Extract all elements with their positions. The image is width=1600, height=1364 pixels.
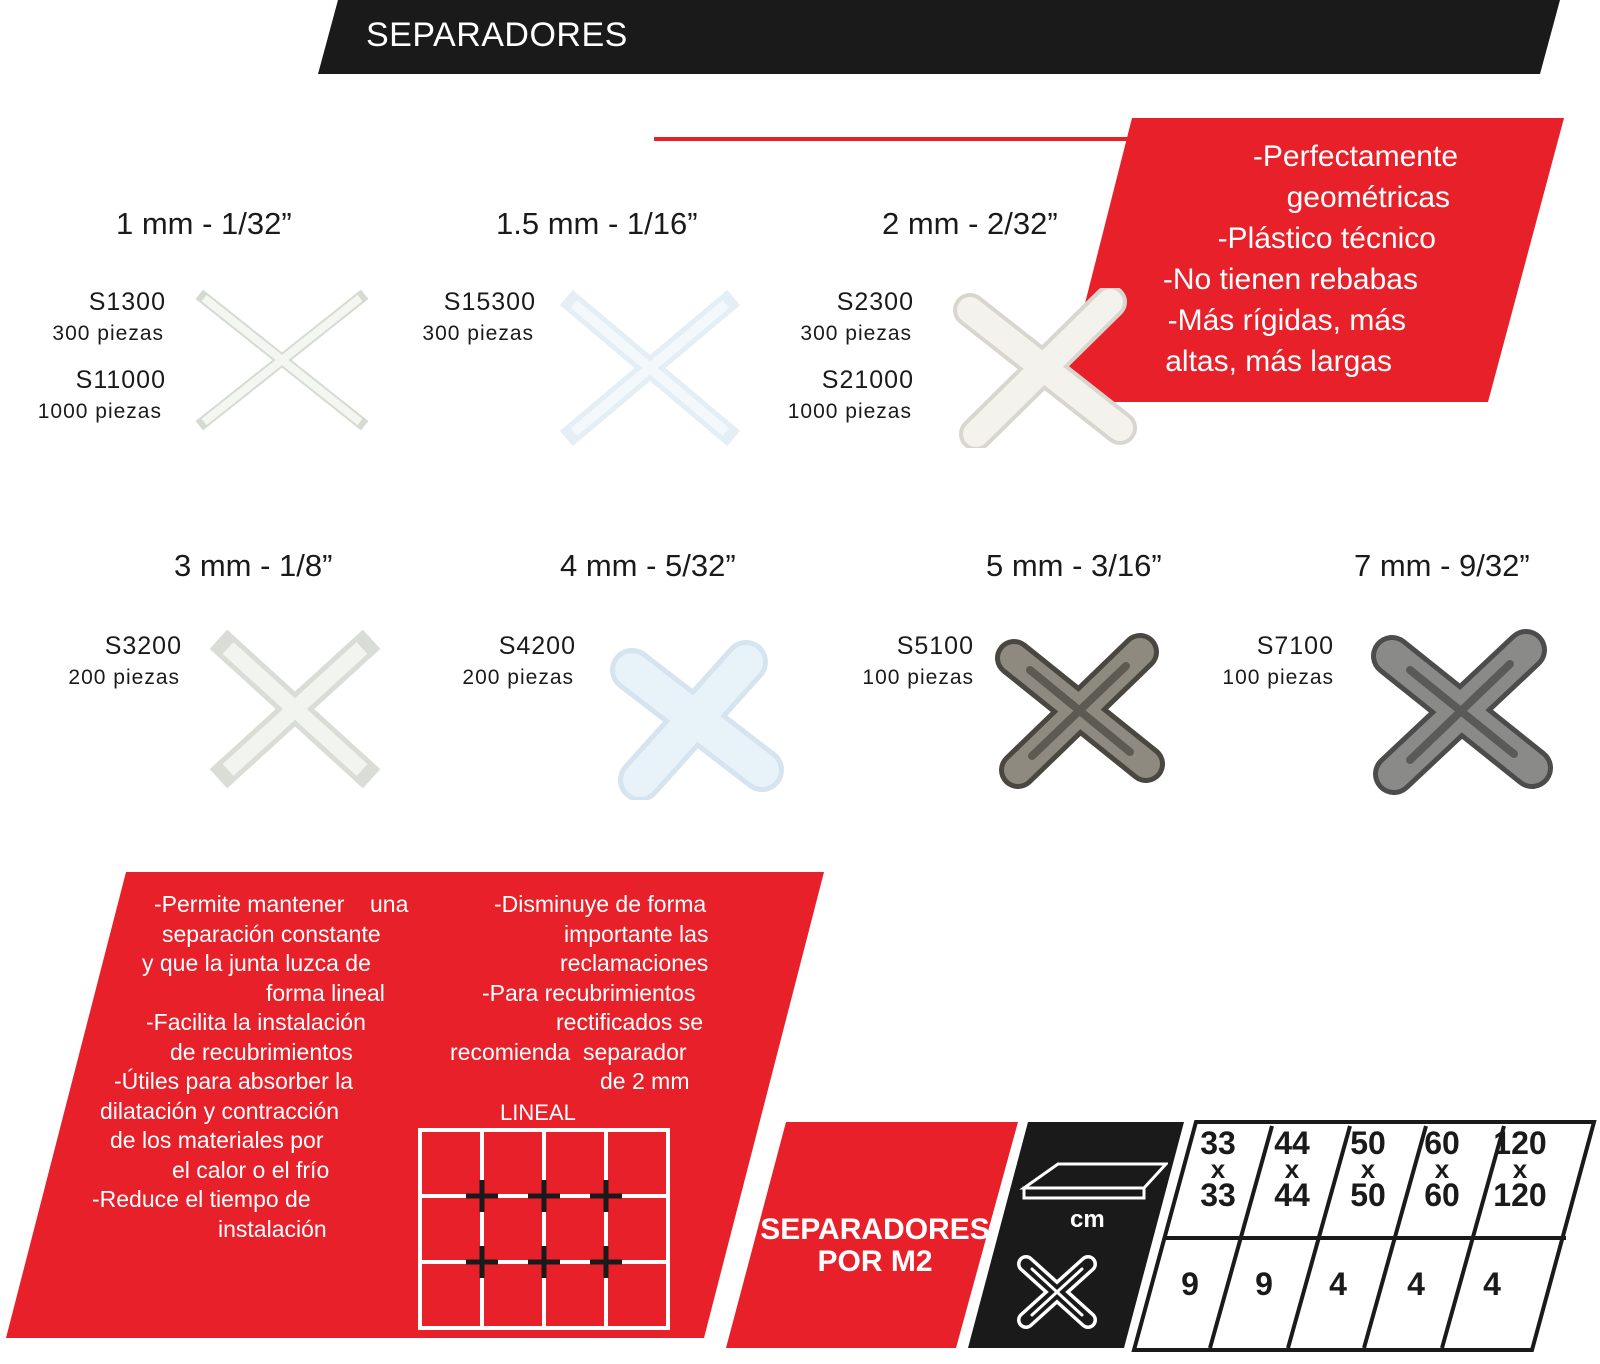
benefit-line: reclamaciones [560,950,709,976]
benefit-line: -Disminuye de forma [494,891,707,917]
product-code: S2300 [836,288,914,316]
product-size-title: 1.5 mm - 1/16” [496,206,698,241]
unit-label: cm [1070,1206,1105,1233]
feature-line: -Perfectamente [1252,140,1458,173]
benefit-line: -Para recubrimientos [482,980,696,1006]
tile-size-60: 60 x 60 [1424,1125,1460,1213]
benefit-line: separación constante [162,921,381,947]
benefit-line: el calor o el frío [172,1157,330,1183]
product-quantity: 300 piezas [800,322,912,345]
product-quantity: 1000 piezas [37,400,162,423]
product-code: S7100 [1256,632,1334,660]
benefit-line: recomienda separador [450,1039,687,1065]
product-code: S5100 [896,632,974,660]
product-size-title: 4 mm - 5/32” [560,548,736,583]
benefit-line: -Útiles para absorber la [114,1068,354,1094]
product-code: S15300 [443,288,536,316]
benefit-line: de recubrimientos [170,1039,353,1065]
benefit-line: de 2 mm [600,1068,690,1094]
product-quantity: 300 piezas [422,322,534,345]
product-quantity: 200 piezas [462,666,574,689]
tile-count: 9 [1181,1266,1199,1302]
feature-line: geométricas [1286,181,1450,214]
product-quantity: 1000 piezas [787,400,912,423]
product-size-title: 1 mm - 1/32” [116,206,292,241]
feature-line: altas, más largas [1165,345,1392,378]
product-quantity: 100 piezas [1222,666,1334,689]
product-code: S11000 [75,366,166,394]
benefit-line: forma lineal [266,980,385,1006]
benefit-line: importante las [564,921,709,947]
tile-count: 9 [1255,1266,1273,1302]
product-quantity: 200 piezas [68,666,180,689]
feature-line: -Plástico técnico [1217,222,1436,255]
tile-size-44: 44 x 44 [1274,1125,1310,1213]
product-code: S3200 [104,632,182,660]
benefit-line: dilatación y contracción [100,1098,340,1124]
product-code: S4200 [498,632,576,660]
product-size-title: 5 mm - 3/16” [986,548,1162,583]
tile-count: 4 [1483,1266,1501,1302]
tile-size-120: 120 x 120 [1493,1125,1547,1213]
product-quantity: 300 piezas [52,322,164,345]
tile-size-50: 50 x 50 [1350,1125,1386,1213]
benefit-line: de los materiales por [110,1127,324,1153]
page-title: SEPARADORES [366,16,628,54]
product-size-title: 2 mm - 2/32” [882,206,1058,241]
feature-line: -No tienen rebabas [1162,263,1418,296]
product-code: S1300 [88,288,166,316]
per-m2-label-line1: SEPARADORES [760,1213,990,1246]
product-size-title: 3 mm - 1/8” [174,548,333,583]
tile-count: 4 [1329,1266,1347,1302]
lineal-label: LINEAL [500,1100,576,1125]
benefit-line: instalación [218,1216,327,1242]
benefit-line: rectificados se [556,1009,704,1035]
product-size-title: 7 mm - 9/32” [1354,548,1530,583]
benefit-line: -Reduce el tiempo de [92,1186,311,1212]
tile-count: 4 [1407,1266,1425,1302]
product-quantity: 100 piezas [862,666,974,689]
per-m2-label-line2: POR M2 [817,1245,933,1278]
product-code: S21000 [821,366,914,394]
benefit-line: -Permite mantener una [154,891,409,917]
tile-size-33: 33 x 33 [1200,1125,1236,1213]
feature-line: -Más rígidas, más [1167,304,1406,337]
benefit-line: y que la junta luzca de [142,950,371,976]
benefit-line: -Facilita la instalación [146,1009,366,1035]
